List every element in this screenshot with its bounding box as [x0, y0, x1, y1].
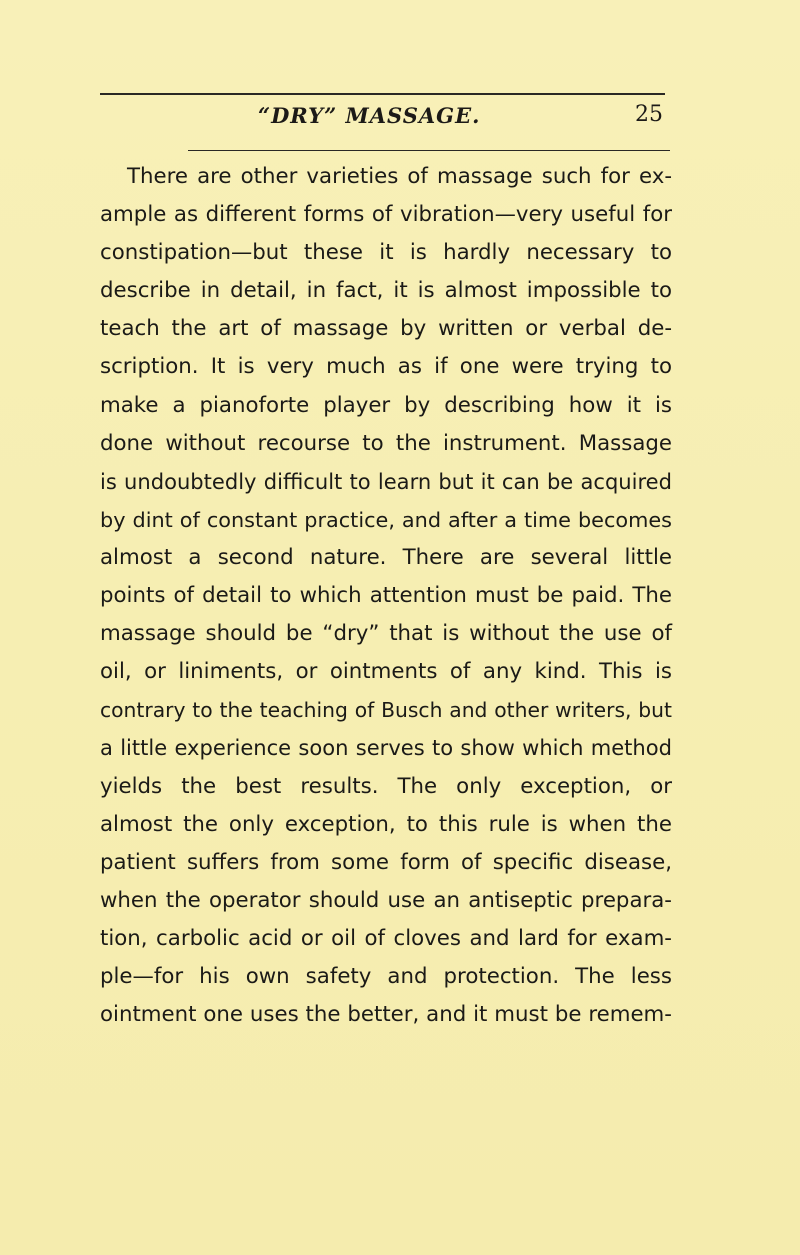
text-line: constipation—but these it is hardly necessary to [100, 240, 672, 266]
body-paragraph [100, 158, 672, 1034]
text-line: scription. It is very much as if one were trying to [100, 354, 672, 380]
page-number: 25 [635, 102, 663, 127]
text-line: ample as different forms of vibration—very useful for [100, 202, 672, 228]
header-rule-top [100, 93, 665, 95]
text-line: by dint of constant practice, and after a time becomes [100, 507, 672, 532]
text-line: done without recourse to the instrument. Massage [100, 430, 672, 456]
text-line: ple—for his own safety and protection. The less [100, 963, 672, 989]
text-line: when the operator should use an antiseptic prepara- [100, 887, 672, 913]
text-line: describe in detail, in fact, it is almost impossible to [100, 278, 672, 304]
text-line: points of detail to which attention must be paid. The [100, 583, 672, 609]
text-line: contrary to the teaching of Busch and other writers, but [100, 698, 672, 723]
text-line: yields the best results. The only exception, or [100, 773, 672, 799]
text-line: is undoubtedly difficult to learn but it can be acquired [100, 468, 672, 494]
text-line: patient suffers from some form of specific disease, [100, 849, 672, 875]
text-line: ointment one uses the better, and it must be remem- [100, 1002, 672, 1028]
text-line: massage should be “dry” that is without the use of [100, 621, 672, 647]
text-line: tion, carbolic acid or oil of cloves and lard for exam- [100, 925, 672, 951]
header-rule-bottom [188, 150, 670, 151]
running-title: “DRY” MASSAGE. [258, 103, 481, 128]
running-head [100, 103, 665, 137]
text-line: teach the art of massage by written or verbal de- [100, 316, 672, 342]
text-line: a little experience soon serves to show which method [100, 735, 672, 761]
text-line: make a pianoforte player by describing how it is [100, 392, 672, 418]
text-line: almost a second nature. There are several little [100, 544, 672, 570]
text-line: oil, or liniments, or ointments of any kind. This is [100, 659, 672, 685]
text-line: There are other varieties of massage such for ex- [127, 164, 672, 189]
text-line: almost the only exception, to this rule is when the [100, 811, 672, 837]
